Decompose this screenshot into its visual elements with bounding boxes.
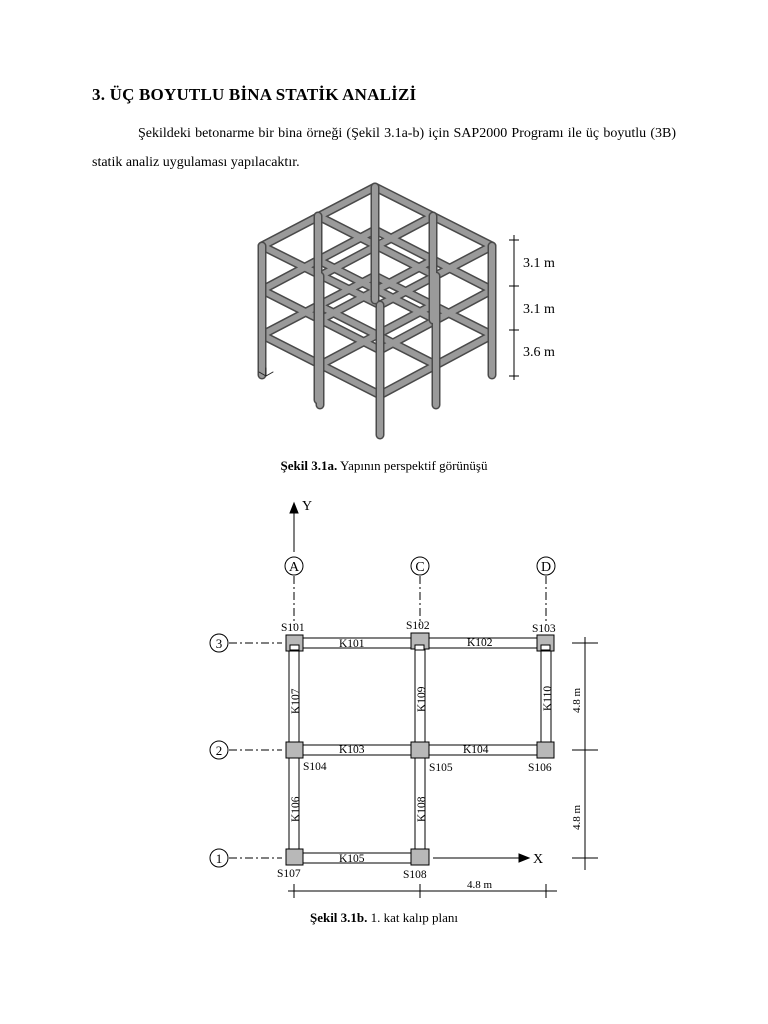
y-axis-arrow [290,503,298,552]
column-s105 [411,742,429,758]
x-axis-label: X [533,852,544,867]
column-label-s101: S101 [281,622,305,634]
figure-3-1b-caption-text: 1. kat kalıp planı [367,910,459,925]
column-label-s104: S104 [303,761,327,773]
beam-label-k101: K101 [339,638,365,650]
storey-height-2: 3.1 m [523,302,555,317]
column-s108 [411,849,429,865]
beam-label-k102: K102 [467,637,493,649]
vertical-dimension [572,637,598,870]
axis-label-c: C [415,560,425,575]
beam-label-k103: K103 [339,744,365,756]
dim-y-bottom: 4.8 m [571,804,583,830]
beam-label-k109: K109 [416,686,428,712]
axis-label-1: 1 [215,851,223,866]
dim-y-top: 4.8 m [571,687,583,713]
column-s106 [537,742,554,758]
intro-paragraph-text: Şekildeki betonarme bir bina örneği (Şekil 3.1a-b) için SAP2000 Programı ile üç boyutlu (3B) statik analiz uygulaması yapılacaktır. [92,126,676,170]
axis-label-3: 3 [215,636,223,651]
x-axis-arrow [433,854,529,862]
beam-label-k104: K104 [463,744,489,756]
column-label-s108: S108 [403,869,427,881]
axis-label-a: A [288,560,300,575]
column-label-s107: S107 [277,868,301,880]
beam-label-k107: K107 [290,688,302,714]
y-axis-label: Y [302,499,313,514]
axis-label-2: 2 [215,743,223,758]
beam-label-k106: K106 [290,796,302,822]
column-label-s103: S103 [532,623,556,635]
column-label-s102: S102 [406,620,430,632]
beam-label-k108: K108 [416,796,428,822]
horizontal-dimension [288,884,557,898]
column-label-s106: S106 [528,762,552,774]
figure-3-1b-caption-label: Şekil 3.1b. [309,910,368,925]
figure-3-1a-caption-label: Şekil 3.1a. [280,458,338,473]
dim-x: 4.8 m [467,879,493,891]
column-label-s105: S105 [429,762,453,774]
axis-label-d: D [540,560,552,575]
section-heading: 3. ÜÇ BOYUTLU BİNA STATİK ANALİZİ [92,85,417,104]
figure-3-1a-caption-text: Yapının perspektif görünüşü [337,458,488,473]
beam-label-k110: K110 [542,685,554,711]
grid-lines [229,576,546,858]
column-s104 [286,742,303,758]
storey-height-3: 3.1 m [523,256,555,271]
figure-3-1b-caption [0,910,768,926]
column-s107 [286,849,303,865]
beam-label-k105: K105 [339,853,365,865]
storey-height-1: 3.6 m [523,345,555,360]
